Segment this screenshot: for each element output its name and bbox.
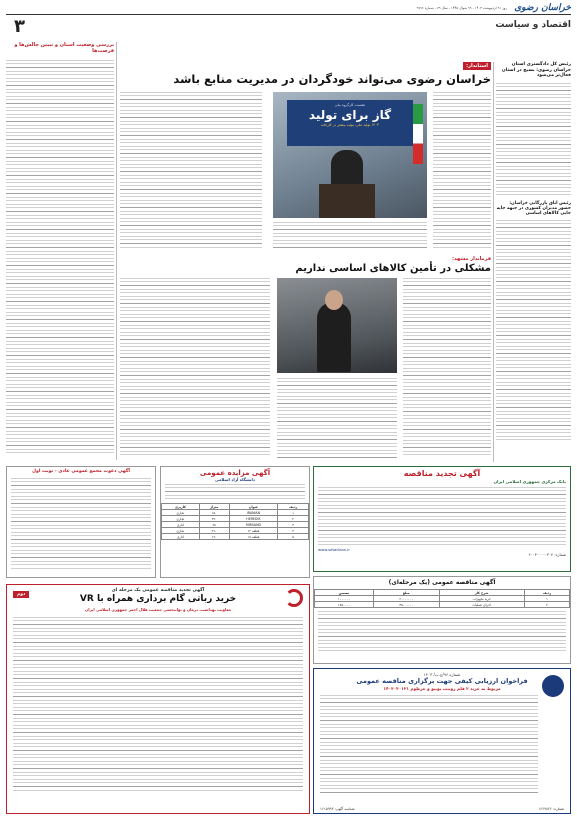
- column-divider: [116, 42, 117, 460]
- photo-flag: [413, 104, 423, 164]
- ad-cooperative-title: آگهی دعوت مجمع عمومی عادی - نوبت اول: [31, 469, 131, 474]
- footer-note-right: شماره: ۱۶۶۹۸۲۶: [538, 807, 564, 811]
- side-headline: بررسی وضعیت استان و تبیین چالش‌ها و فرصت‌ها: [14, 42, 114, 54]
- table-cell: تجاری: [162, 516, 200, 522]
- table-cell: ۳: [278, 522, 309, 528]
- side-right-body-2: [496, 220, 571, 440]
- masthead-rule: [6, 14, 571, 15]
- column-divider-right: [493, 62, 494, 462]
- table-cell: ۲۰۰۰۰۰۰۰: [373, 596, 439, 602]
- ad-oil: [313, 668, 571, 814]
- second-kicker: فرماندار مشهد:: [452, 256, 491, 262]
- ad-university-title: آگهی مزایده عمومی: [199, 469, 271, 477]
- ad-oil-sub: مربوط به خرید ۲ قلم روتیب یونیو و خرطوم ۱۴۰۳۰۳۰۱۲۱: [383, 686, 501, 691]
- ad-oil-headline: فراخوان ارزیابی کیفی جهت برگزاری مناقصه عمومی: [356, 677, 528, 685]
- table-cell: IRANIAN: [229, 510, 277, 516]
- ad-tender-title: آگهی تجدید مناقصه: [403, 469, 481, 478]
- main-body-right: [433, 92, 491, 250]
- table-cell: ۱: [524, 596, 569, 602]
- table-cell: MIRSAND: [229, 522, 277, 528]
- table-header-cell: شرح کار: [439, 590, 524, 596]
- page-number: ۳: [14, 16, 25, 37]
- side-column-body: [6, 60, 114, 455]
- oil-logo-icon: [542, 675, 564, 697]
- second-body-col1: [403, 278, 491, 458]
- side-right-body-1: [496, 83, 571, 195]
- ad-university-table: [161, 503, 309, 540]
- table-cell: HEREDIE: [229, 516, 277, 522]
- table-cell: قطعه ۱۸: [229, 534, 277, 540]
- ad-cooperative: [6, 466, 156, 578]
- second-article: [120, 256, 491, 460]
- second-body-col2: [277, 378, 397, 458]
- ad-red-crescent-title: آگهی تجدید مناقصه عمومی یک مرحله ای: [111, 588, 205, 593]
- table-cell: ۳۱۰: [199, 528, 229, 534]
- table-row: [162, 534, 309, 540]
- table-cell: ۱: [278, 510, 309, 516]
- ad-tender-org: بانک مرکزی جمهوری اسلامی ایران: [493, 479, 566, 484]
- table-header-cell: کاربری: [162, 504, 200, 510]
- ad-red-crescent-body: [13, 617, 303, 793]
- main-photo: [273, 92, 427, 218]
- table-cell: قطعه ۱۲: [229, 528, 277, 534]
- ad-red-crescent-org: معاونت بهداشت، درمان و توانبخشی جمعیت هلال احمر جمهوری اسلامی ایران: [85, 607, 231, 612]
- ad-cooperative-body: [11, 478, 151, 570]
- second-photo: [277, 278, 397, 373]
- ad-tender-code: شماره: ۲۰۰۳۰۰۰۰۰۳۰۴: [528, 552, 566, 557]
- table-cell: اداری: [162, 534, 200, 540]
- photo-banner: گاز برای تولید: [308, 108, 392, 122]
- photo-caption-top: نشست کارگروه ملی: [334, 103, 366, 107]
- table-cell: ۳۵۰۰۰۰۰۰: [373, 602, 439, 608]
- red-crescent-icon: [285, 589, 303, 607]
- side-right-headline: رئیس کل دادگستری استان خراسان رضوی: بسیج در استان فعال‌تر می‌شود: [501, 62, 571, 78]
- ad-public-tender-table: [314, 589, 570, 608]
- photo-podium: [319, 184, 375, 218]
- table-cell: ۲: [524, 602, 569, 608]
- table-row: [315, 602, 570, 608]
- ad-public-tender-title: آگهی مناقصه عمومی (یک مرحله‌ای): [388, 579, 496, 586]
- ad-tender-website[interactable]: www.setadiran.ir: [318, 547, 350, 552]
- main-kicker: استاندار:: [463, 62, 491, 70]
- table-cell: تجاری: [162, 510, 200, 516]
- ad-tender-body: [318, 487, 566, 545]
- date-line: روز ۹۱ اردیبهشت ۱۴۰۳ - ۹۹ شوال ۱۴۴۵ - سال ۷۹ - شماره ۹۷۹۶: [416, 6, 507, 10]
- table-header-cell: تضمین: [315, 590, 374, 596]
- side-column-left: [6, 42, 114, 460]
- footer-note-left: شناسه آگهی: ۱۶۱۵۹۹۳: [320, 807, 355, 811]
- table-cell: تجاری: [162, 528, 200, 534]
- section-title: اقتصاد و سیاست: [495, 20, 571, 30]
- photo-banner-sub: ۱۴۰۳ تولید ملی، تولید بیشتر در کارخانه: [320, 123, 380, 127]
- ad-university-org: دانشگاه آزاد اسلامی: [215, 477, 255, 482]
- photo-screen: [287, 100, 413, 146]
- ad-public-tender-body: [318, 611, 566, 651]
- table-header-cell: مبلغ: [373, 590, 439, 596]
- second-photo-person: [317, 302, 351, 372]
- ad-red-crescent-badge: دوم: [13, 591, 29, 598]
- table-cell: خرید تجهیزات: [439, 596, 524, 602]
- ad-red-crescent-headline: خرید رباتی گام برداری همراه با VR: [79, 594, 237, 604]
- table-cell: ۱۷۵۰۰۰۰: [315, 602, 374, 608]
- table-header-cell: متراژ: [199, 504, 229, 510]
- table-cell: ۴: [278, 528, 309, 534]
- newspaper-logo: خراسان رضوی: [514, 3, 571, 13]
- masthead: [0, 0, 577, 40]
- ad-oil-number: شماره ۹۶/ج.ب/ ۱۴۰۳: [423, 672, 461, 677]
- table-cell: ۵: [278, 534, 309, 540]
- ad-university: [160, 466, 310, 578]
- second-body-col3: [120, 278, 270, 458]
- ad-red-crescent: [6, 584, 310, 814]
- ad-tender: [313, 466, 571, 572]
- side-right-subheadline: رئیس اتاق بازرگانی خراسان: حضور مدیران کشوری در جبهه جایه جایی کالاهای اساسی: [496, 200, 571, 217]
- second-headline: مشکلی در تأمین کالاهای اساسی نداریم: [295, 263, 491, 274]
- ad-public-tender: [313, 576, 571, 664]
- side-column-right: [496, 62, 571, 462]
- table-cell: ۲۴۰: [199, 516, 229, 522]
- second-photo-face: [325, 290, 343, 310]
- table-cell: ۱۰۰۰۰۰۰: [315, 596, 374, 602]
- ad-oil-body: [320, 695, 538, 795]
- table-cell: اجرای عملیات: [439, 602, 524, 608]
- table-cell: ۲: [278, 516, 309, 522]
- ad-university-body: [165, 484, 305, 500]
- table-cell: ۹۸: [199, 522, 229, 528]
- main-body-left: [120, 92, 262, 250]
- table-header-cell: ردیف: [524, 590, 569, 596]
- main-headline: خراسان رضوی می‌تواند خودگردان در مدیریت منابع باشد: [173, 72, 491, 86]
- table-cell: ۱۵۰: [199, 510, 229, 516]
- table-cell: اداری: [162, 522, 200, 528]
- main-article: [120, 62, 491, 252]
- main-body-photo-below: [273, 222, 427, 250]
- table-header-cell: عنوان: [229, 504, 277, 510]
- table-cell: ۱۹۰: [199, 534, 229, 540]
- table-header-cell: ردیف: [278, 504, 309, 510]
